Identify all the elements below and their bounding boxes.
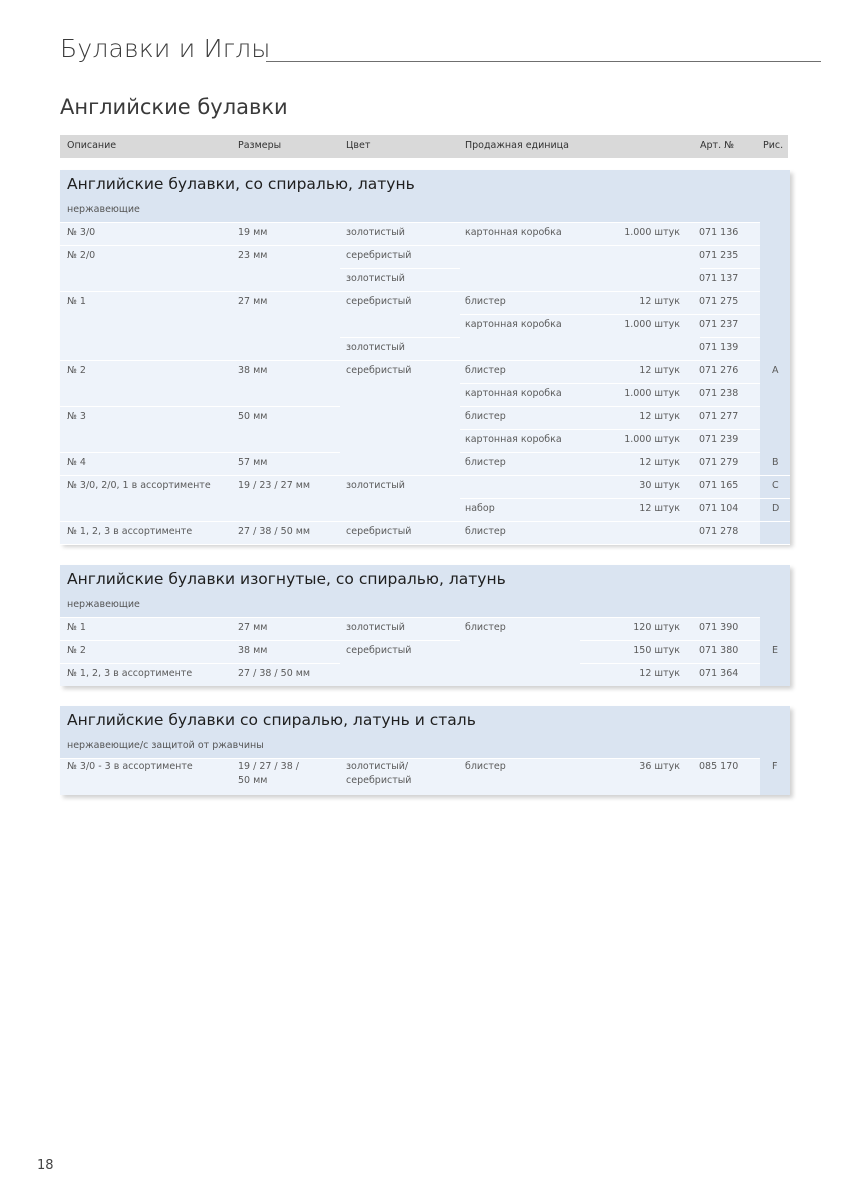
cell-pack: набор xyxy=(465,503,495,514)
cell-description: № 1, 2, 3 в ассортименте xyxy=(67,668,193,679)
cell-color: золотистый xyxy=(346,227,405,238)
cell-color: серебристый xyxy=(346,365,412,376)
cell-fig: A xyxy=(772,365,779,376)
cell-description: № 2 xyxy=(67,365,86,376)
cell-art: 071 390 xyxy=(699,622,739,633)
group-header xyxy=(60,565,790,596)
cell-fig: D xyxy=(772,503,780,514)
cell-fig: B xyxy=(772,457,779,468)
cell-color: золотистый xyxy=(346,342,405,353)
cell-art: 071 139 xyxy=(699,342,739,353)
column-size: Размеры xyxy=(238,140,282,151)
cell-description: № 2/0 xyxy=(67,250,96,261)
cell-qty: 1.000 штук xyxy=(624,227,680,238)
cell-size: 27 мм xyxy=(238,296,268,307)
cell-pack: блистер xyxy=(465,761,506,772)
group-subtitle: нержавеющие xyxy=(67,204,140,215)
cell-art: 071 278 xyxy=(699,526,739,537)
cell-art: 085 170 xyxy=(699,761,739,772)
cell-description: № 1, 2, 3 в ассортименте xyxy=(67,526,193,537)
column-unit: Продажная единица xyxy=(465,140,569,151)
cell-description: № 1 xyxy=(67,296,86,307)
cell-color: серебристый xyxy=(346,645,412,656)
cell-art: 071 237 xyxy=(699,319,739,330)
cell-pack: картонная коробка xyxy=(465,319,562,330)
cell-color-line2: серебристый xyxy=(346,775,412,786)
column-color: Цвет xyxy=(346,140,371,151)
group-subtitle: нержавеющие xyxy=(67,599,140,610)
cell-qty: 120 штук xyxy=(633,622,680,633)
product-group xyxy=(60,170,790,544)
group-title: Английские булавки изогнутые, со спиралью, латунь xyxy=(67,570,506,588)
cell-art: 071 137 xyxy=(699,273,739,284)
group-subheader xyxy=(60,201,790,222)
group-subheader xyxy=(60,596,790,617)
title-divider xyxy=(266,61,821,62)
product-group xyxy=(60,565,790,686)
cell-qty: 1.000 штук xyxy=(624,388,680,399)
cell-qty: 150 штук xyxy=(633,645,680,656)
cell-pack: картонная коробка xyxy=(465,227,562,238)
cell-qty: 12 штук xyxy=(639,503,680,514)
cell-pack: блистер xyxy=(465,365,506,376)
cell-art: 071 235 xyxy=(699,250,739,261)
cell-size: 57 мм xyxy=(238,457,268,468)
cell-description: № 4 xyxy=(67,457,86,468)
cell-qty: 36 штук xyxy=(639,761,680,772)
cell-art: 071 279 xyxy=(699,457,739,468)
cell-description: № 1 xyxy=(67,622,86,633)
cell-color: серебристый xyxy=(346,250,412,261)
cell-size: 19 мм xyxy=(238,227,268,238)
group-table xyxy=(60,222,790,544)
cell-art: 071 104 xyxy=(699,503,739,514)
column-fig: Рис. xyxy=(763,140,784,151)
product-group xyxy=(60,706,790,795)
cell-size: 38 мм xyxy=(238,365,268,376)
cell-color: золотистый xyxy=(346,622,405,633)
column-art: Арт. № xyxy=(700,140,734,151)
cell-qty: 12 штук xyxy=(639,411,680,422)
cell-size: 23 мм xyxy=(238,250,268,261)
group-subtitle: нержавеющие/с защитой от ржавчины xyxy=(67,740,264,751)
group-title: Английские булавки со спиралью, латунь и сталь xyxy=(67,711,476,729)
section-title: Английские булавки xyxy=(60,95,288,119)
cell-color: золотистый xyxy=(346,273,405,284)
cell-description: № 3/0 xyxy=(67,227,96,238)
group-header xyxy=(60,170,790,201)
cell-art: 071 275 xyxy=(699,296,739,307)
group-subheader xyxy=(60,737,790,758)
cell-color: серебристый xyxy=(346,296,412,307)
cell-qty: 1.000 штук xyxy=(624,434,680,445)
column-header-bar xyxy=(60,135,788,158)
cell-pack: блистер xyxy=(465,411,506,422)
cell-pack: блистер xyxy=(465,296,506,307)
group-title: Английские булавки, со спиралью, латунь xyxy=(67,175,415,193)
cell-pack: блистер xyxy=(465,457,506,468)
cell-art: 071 364 xyxy=(699,668,739,679)
cell-size-line2: 50 мм xyxy=(238,775,268,786)
cell-pack: блистер xyxy=(465,622,506,633)
column-description: Описание xyxy=(67,140,117,151)
cell-size: 27 / 38 / 50 мм xyxy=(238,526,311,537)
cell-pack: блистер xyxy=(465,526,506,537)
cell-art: 071 276 xyxy=(699,365,739,376)
cell-color: золотистый xyxy=(346,480,405,491)
cell-qty: 12 штук xyxy=(639,457,680,468)
cell-pack: картонная коробка xyxy=(465,434,562,445)
cell-description: № 3/0, 2/0, 1 в ассортименте xyxy=(67,480,211,491)
cell-size: 19 / 23 / 27 мм xyxy=(238,480,311,491)
cell-fig: F xyxy=(772,761,778,772)
cell-art: 071 380 xyxy=(699,645,739,656)
group-table xyxy=(60,617,790,686)
group-header xyxy=(60,706,790,737)
cell-art: 071 165 xyxy=(699,480,739,491)
cell-art: 071 239 xyxy=(699,434,739,445)
cell-fig: E xyxy=(772,645,779,656)
cell-color: серебристый xyxy=(346,526,412,537)
page-title: Булавки и Иглы xyxy=(60,34,271,63)
group-table xyxy=(60,758,790,795)
cell-qty: 12 штук xyxy=(639,296,680,307)
cell-size: 50 мм xyxy=(238,411,268,422)
cell-art: 071 136 xyxy=(699,227,739,238)
cell-qty: 30 штук xyxy=(639,480,680,491)
cell-art: 071 238 xyxy=(699,388,739,399)
cell-size: 27 / 38 / 50 мм xyxy=(238,668,311,679)
page-number: 18 xyxy=(37,1158,54,1173)
cell-fig: C xyxy=(772,480,779,491)
cell-qty: 1.000 штук xyxy=(624,319,680,330)
cell-art: 071 277 xyxy=(699,411,739,422)
cell-size: 19 / 27 / 38 / xyxy=(238,761,299,772)
cell-description: № 3 xyxy=(67,411,86,422)
figure-column xyxy=(760,222,790,544)
cell-qty: 12 штук xyxy=(639,668,680,679)
cell-qty: 12 штук xyxy=(639,365,680,376)
cell-description: № 2 xyxy=(67,645,86,656)
cell-pack: картонная коробка xyxy=(465,388,562,399)
cell-color: золотистый/ xyxy=(346,761,409,772)
cell-size: 27 мм xyxy=(238,622,268,633)
cell-size: 38 мм xyxy=(238,645,268,656)
cell-description: № 3/0 - 3 в ассортименте xyxy=(67,761,193,772)
